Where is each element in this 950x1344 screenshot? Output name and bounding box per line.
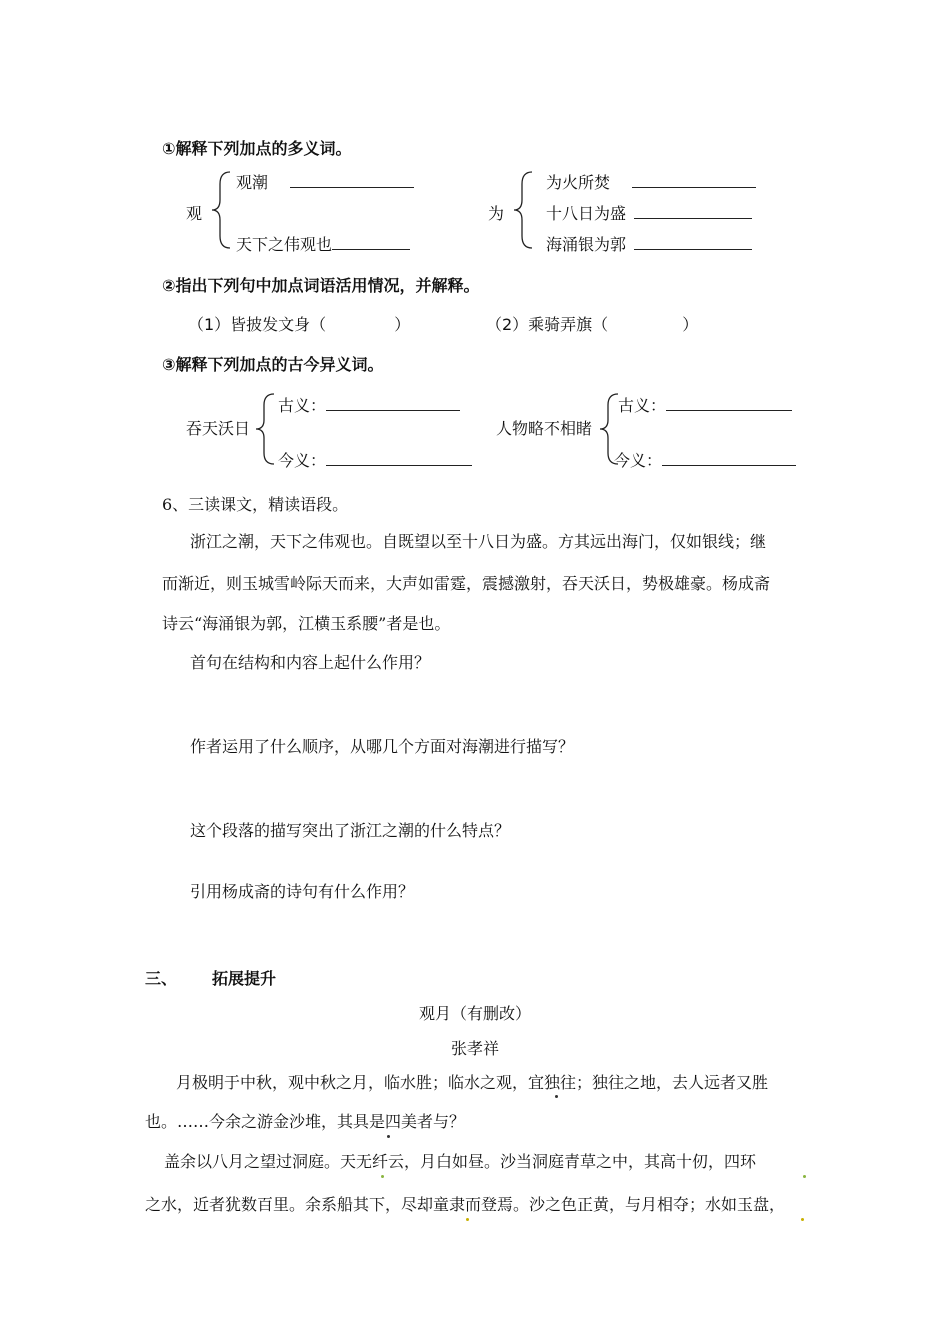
q3-right-jin-label: 今义：	[614, 451, 663, 470]
q3-left-gu-label: 古义：	[278, 396, 327, 415]
q1-wei-item-2	[546, 201, 752, 224]
section3-number: 三、	[145, 969, 178, 988]
answer-blank[interactable]	[326, 394, 460, 411]
text-line: 也。……今余之游金沙堆，其具是四美者与？	[145, 1112, 466, 1131]
q1-wei-item-3	[546, 232, 752, 255]
q3-right-gu-label: 古义：	[618, 396, 667, 415]
brace-icon	[210, 170, 232, 250]
q1-guan-item-1	[236, 170, 414, 193]
q2-item-1-close: ）	[394, 315, 411, 334]
poem-title: 观月（有删改）	[418, 1004, 531, 1023]
answer-blank[interactable]	[634, 233, 752, 250]
question-4: 引用杨成斋的诗句有什么作用？	[190, 882, 415, 901]
q2-item-2-text: （2）乘骑弄旗（	[486, 315, 609, 334]
q1-wei-item-3-text: 海涌银为郭	[546, 235, 627, 254]
section3-title: 拓展提升	[212, 969, 277, 988]
q2-item-1	[188, 312, 410, 335]
answer-blank[interactable]	[632, 171, 756, 188]
emphasis-dot	[381, 1175, 384, 1178]
answer-blank[interactable]	[634, 202, 752, 219]
question-2: 作者运用了什么顺序，从哪几个方面对海潮进行描写？	[190, 737, 575, 756]
emphasis-dot	[387, 1135, 390, 1138]
q1-guan-head: 观	[186, 204, 203, 223]
q3-left-jin	[278, 448, 472, 471]
q1-wei-head: 为	[488, 204, 505, 223]
q1-guan-item-2-text: 天下之伟观也	[236, 235, 333, 254]
answer-blank[interactable]	[326, 449, 472, 466]
question-1: 首句在结构和内容上起什么作用？	[190, 653, 431, 672]
q3-left-jin-label: 今义：	[278, 451, 327, 470]
emphasis-dot	[803, 1175, 806, 1178]
q1-guan-item-1-text: 观潮	[236, 173, 269, 192]
passage-line: 而渐近，则玉城雪岭际天而来，大声如雷霆，震撼激射，吞天沃日，势极雄豪。杨成斋	[162, 574, 771, 593]
emphasis-dot	[466, 1218, 469, 1221]
q1-guan-item-2	[236, 232, 410, 255]
answer-blank[interactable]	[666, 394, 792, 411]
q1-wei-item-1-text: 为火所焚	[546, 173, 611, 192]
text-line: 月极明于中秋，观中秋之月，临水胜；临水之观，宜独往；独往之地，去人远者又胜	[176, 1073, 769, 1092]
answer-blank[interactable]	[290, 171, 414, 188]
text-line: 之水，近者犹数百里。余系船其下，尽却童隶而登焉。沙之色正黄，与月相夺；水如玉盘，	[145, 1195, 786, 1214]
brace-icon	[512, 170, 534, 250]
brace-icon	[254, 392, 276, 466]
emphasis-dot	[555, 1095, 558, 1098]
q1-wei-item-2-text: 十八日为盛	[546, 204, 627, 223]
q1-wei-item-1	[546, 170, 756, 193]
q3-right-jin	[614, 448, 796, 471]
section6-heading: 6、三读课文，精读语段。	[162, 495, 349, 514]
q3-title: ③解释下列加点的古今异义词。	[162, 355, 384, 374]
emphasis-dot	[801, 1218, 804, 1221]
answer-blank[interactable]	[332, 233, 410, 250]
q2-item-2-close: ）	[682, 315, 699, 334]
passage-line: 浙江之潮，天下之伟观也。自既望以至十八日为盛。方其远出海门，仅如银线；继	[190, 532, 767, 551]
q2-item-1-text: （1）皆披发文身（	[188, 315, 327, 334]
q3-right-head: 人物略不相睹	[496, 419, 593, 438]
poem-author: 张孝祥	[450, 1039, 499, 1058]
answer-blank[interactable]	[662, 449, 796, 466]
q3-left-gu	[278, 393, 460, 416]
question-3: 这个段落的描写突出了浙江之潮的什么特点？	[190, 821, 511, 840]
q3-right-gu	[618, 393, 792, 416]
text-line: 盖余以八月之望过洞庭。天无纤云，月白如昼。沙当洞庭青草之中，其高十仞，四环	[164, 1152, 757, 1171]
q2-item-2	[486, 312, 698, 335]
passage-line: 诗云“海涌银为郭，江横玉系腰”者是也。	[162, 614, 451, 633]
q1-title: ①解释下列加点的多义词。	[162, 139, 352, 158]
q3-left-head: 吞天沃日	[186, 419, 251, 438]
q2-title: ②指出下列句中加点词语活用情况，并解释。	[162, 276, 480, 295]
